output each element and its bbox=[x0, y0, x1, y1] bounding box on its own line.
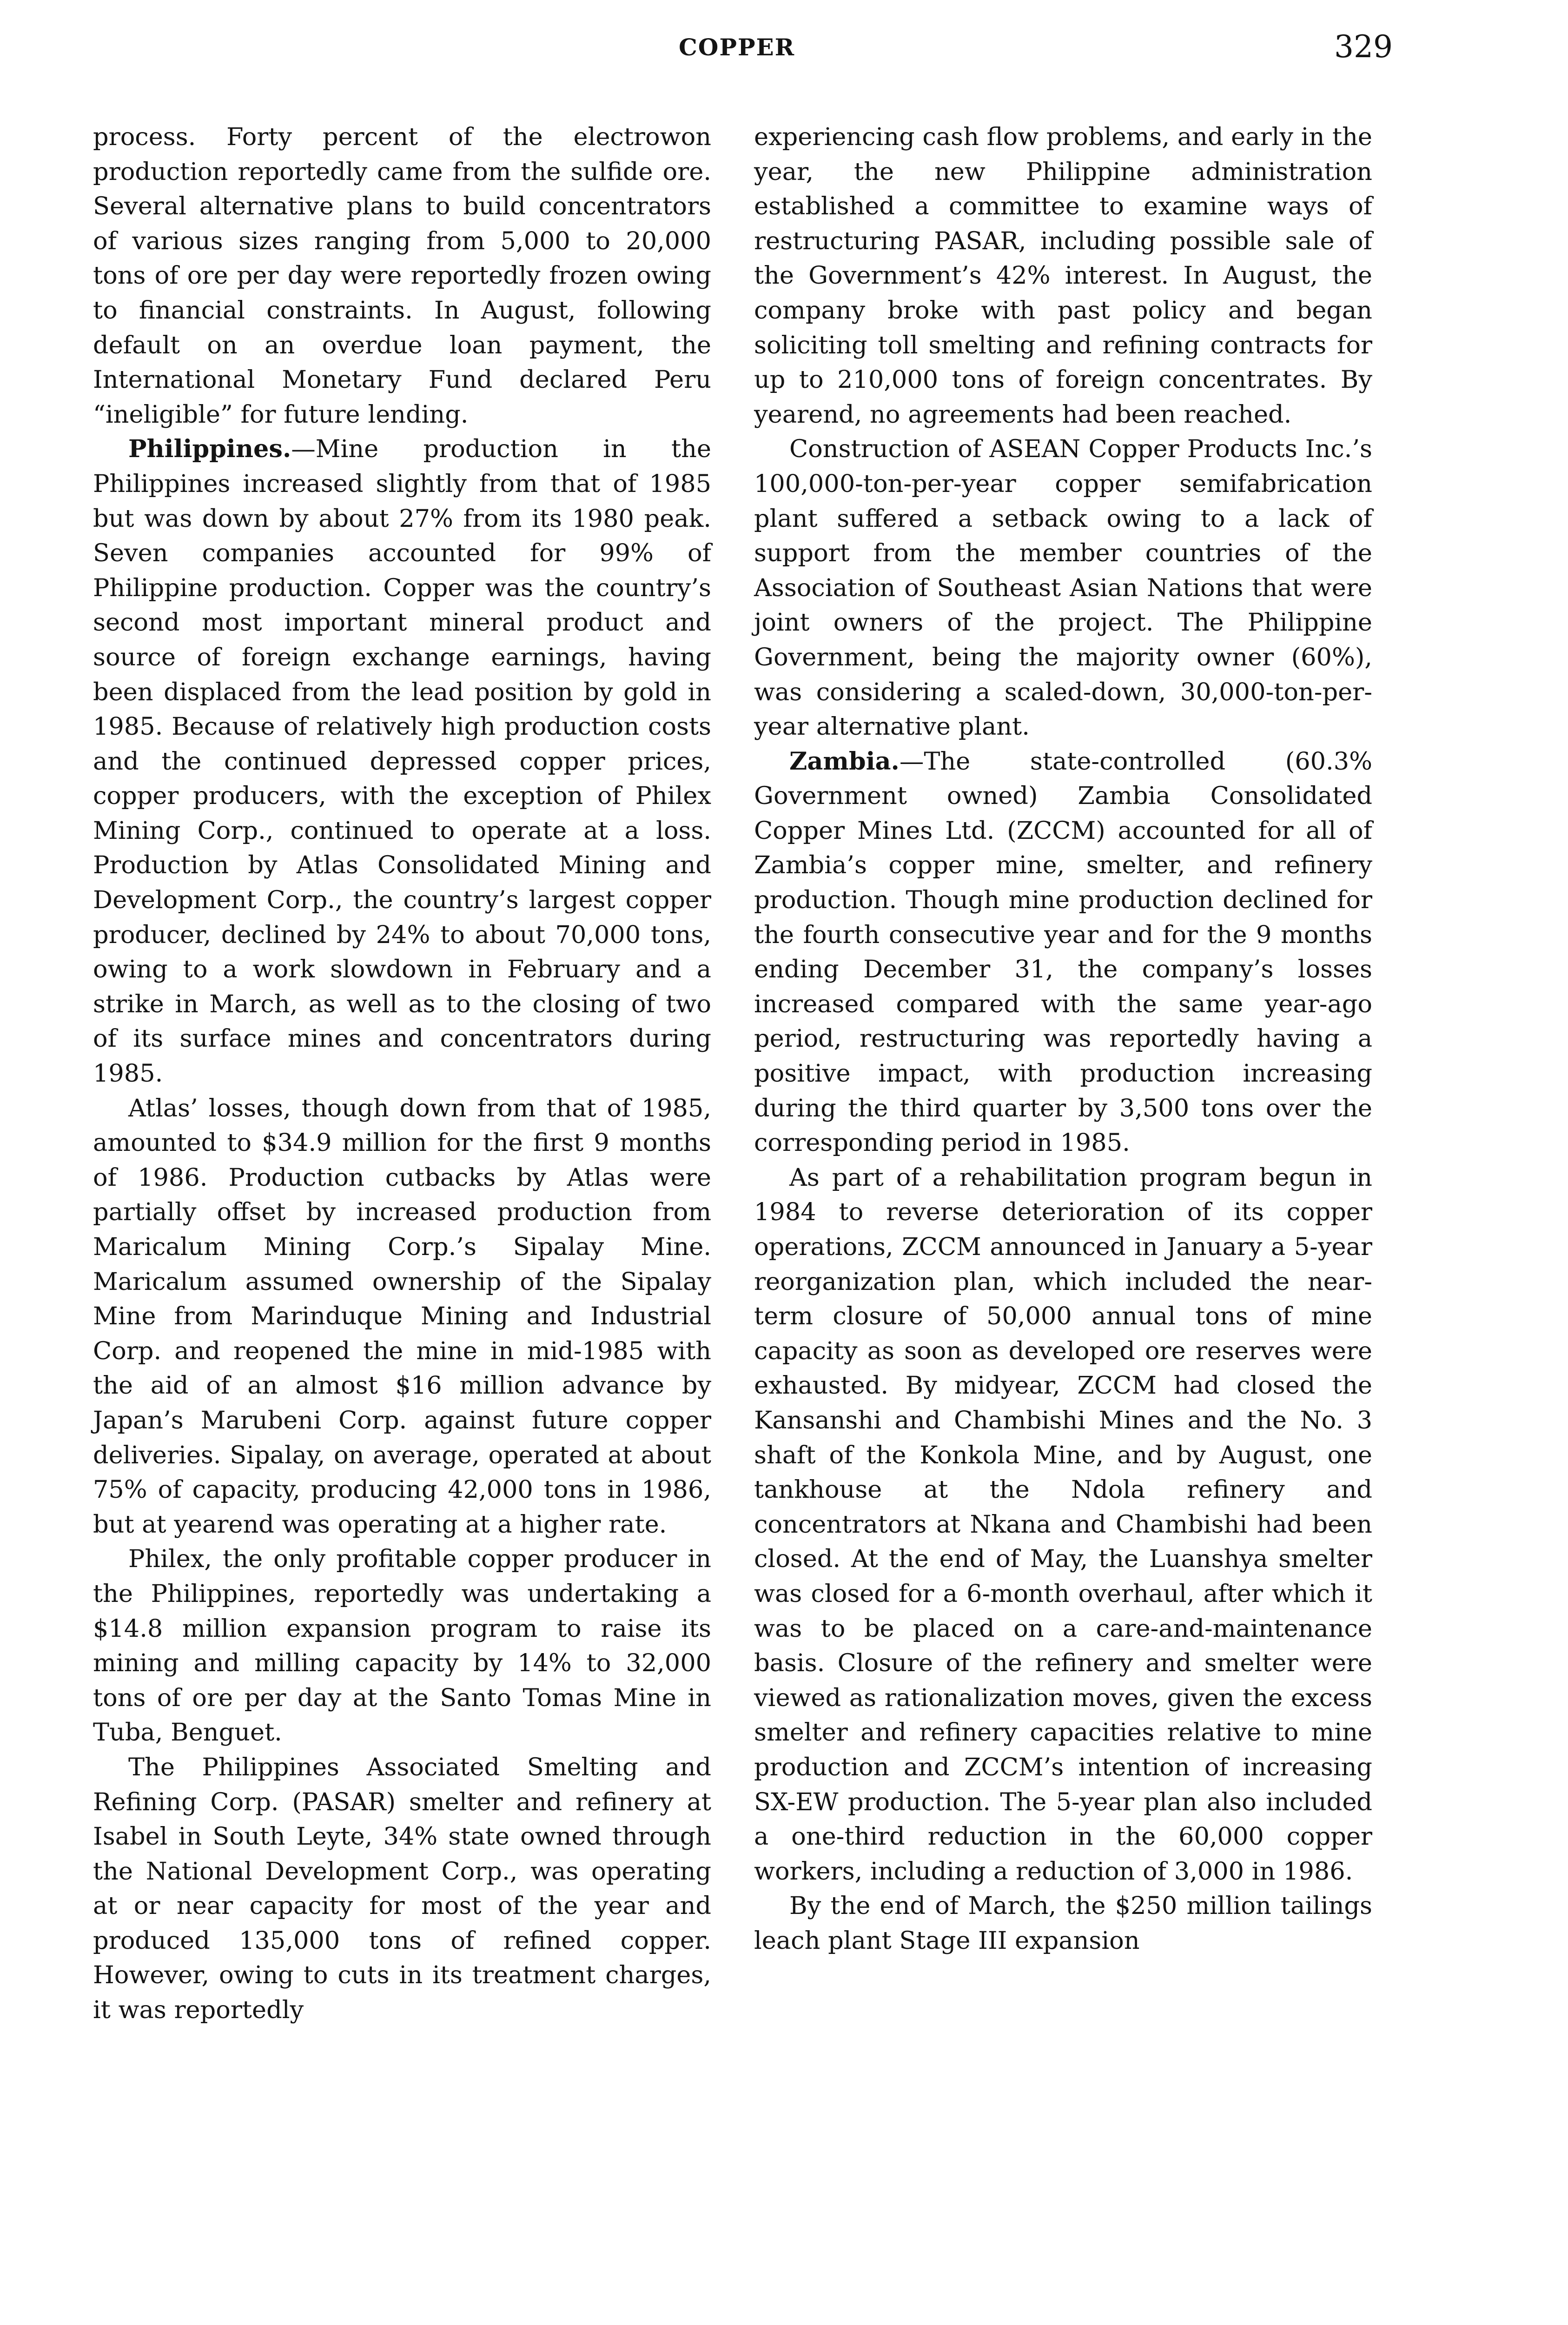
paragraph-philippines bbox=[93, 432, 711, 1091]
paragraph-pasar-continued: experiencing cash flow problems, and early in the year, the new Philippine administration established a committee to examine ways of restructuring PASAR, including possible sale of the Government’s 42% interest. In August, the company broke with past policy and began soliciting toll smelting and refining contracts for up to 210,000 tons of foreign concentrates. By yearend, no agreements had been reached. bbox=[754, 123, 1372, 429]
paragraph-atlas: Atlas’ losses, though down from that of 1985, amounted to $34.9 million for the first 9 months of 1986. Production cutbacks by Atlas were partially offset by increased production from Maricalum Mining Corp.’s Sipalay Mine. Maricalum assumed ownership of the Sipalay Mine from Marinduque Mining and Industrial Corp. and reopened the mine in mid-1985 with the aid of an almost $16 million advance by Japan’s Marubeni Corp. against future copper deliveries. Sipalay, on average, operated at about 75% of capacity, producing 42,000 tons in 1986, but at yearend was operating at a higher rate. bbox=[93, 1094, 711, 1539]
right-column bbox=[754, 120, 1372, 1958]
section-heading-zambia: Zambia. bbox=[789, 747, 900, 776]
paragraph-text: —The state-controlled (60.3% Government owned) Zambia Consolidated Copper Mines Ltd. (ZCCM) accounted for all of Zambia’s copper mine, smelter, and refinery production. Though mine production declined for the fourth consecutive year and for the 9 months ending December 31, the company’s losses increased compared with the same year-ago period, restructuring was reportedly having a positive impact, with production increasing during the third quarter by 3,500 tons over the corresponding period in 1985. bbox=[754, 747, 1372, 1157]
paragraph-peru-continued: process. Forty percent of the electrowon production reportedly came from the sulfide ore. Several alternative plans to build concentrators of various sizes ranging from 5,000 to 20,000 tons of ore per day were reportedly frozen owing to financial constraints. In August, following default on an overdue loan payment, the International Monetary Fund declared Peru “ineligible” for future lending. bbox=[93, 123, 711, 429]
paragraph-zccm-plan: As part of a rehabilitation program begun in 1984 to reverse deterioration of its copper operations, ZCCM announced in January a 5-year reorganization plan, which included the near-term closure of 50,000 annual tons of mine capacity as soon as developed ore reserves were exhausted. By midyear, ZCCM had closed the Kansanshi and Chambishi Mines and the No. 3 shaft of the Konkola Mine, and by August, one tankhouse at the Ndola refinery and concentrators at Nkana and Chambishi had been closed. At the end of May, the Luanshya smelter was closed for a 6-month overhaul, after which it was to be placed on a care-and-maintenance basis. Closure of the refinery and smelter were viewed as rationalization moves, given the excess smelter and refinery capacities relative to mine production and ZCCM’s intention of increasing SX-EW production. The 5-year plan also included a one-third reduction in the 60,000 copper workers, including a reduction of 3,000 in 1986. bbox=[754, 1163, 1372, 1886]
section-heading-philippines: Philippines. bbox=[128, 435, 291, 464]
paragraph-asean: Construction of ASEAN Copper Products Inc.’s 100,000-ton-per-year copper semifabrication plant suffered a setback owing to a lack of support from the member countries of the Association of Southeast Asian Nations that were joint owners of the project. The Philippine Government, being the majority owner (60%), was considering a scaled-down, 30,000-ton-per-year alternative plant. bbox=[754, 435, 1372, 741]
running-head bbox=[0, 29, 1568, 71]
page-number: 329 bbox=[1334, 29, 1393, 65]
paragraph-pasar: The Philippines Associated Smelting and Refining Corp. (PASAR) smelter and refinery at Isabel in South Leyte, 34% state owned through the National Development Corp., was operating at or near capacity for most of the year and produced 135,000 tons of refined copper. However, owing to cuts in its treatment charges, it was reportedly bbox=[93, 1753, 711, 2025]
paragraph-philex: Philex, the only profitable copper producer in the Philippines, reportedly was undertaking a $14.8 million expansion program to raise its mining and milling capacity by 14% to 32,000 tons of ore per day at the Santo Tomas Mine in Tuba, Benguet. bbox=[93, 1545, 711, 1747]
paragraph-tailings-leach: By the end of March, the $250 million tailings leach plant Stage III expansion bbox=[754, 1892, 1372, 1955]
paragraph-zambia bbox=[754, 744, 1372, 1161]
running-title: COPPER bbox=[679, 33, 795, 61]
left-column bbox=[93, 120, 711, 2028]
paragraph-text: —Mine production in the Philippines increased slightly from that of 1985 but was down by about 27% from its 1980 peak. Seven companies accounted for 99% of Philippine production. Copper was the country’s second most important mineral product and source of foreign exchange earnings, having been displaced from the lead position by gold in 1985. Because of relatively high production costs and the continued depressed copper prices, copper producers, with the exception of Philex Mining Corp., continued to operate at a loss. Production by Atlas Consolidated Mining and Development Corp., the country’s largest copper producer, declined by 24% to about 70,000 tons, owing to a work slowdown in February and a strike in March, as well as to the closing of two of its surface mines and concentrators during 1985. bbox=[93, 435, 711, 1088]
